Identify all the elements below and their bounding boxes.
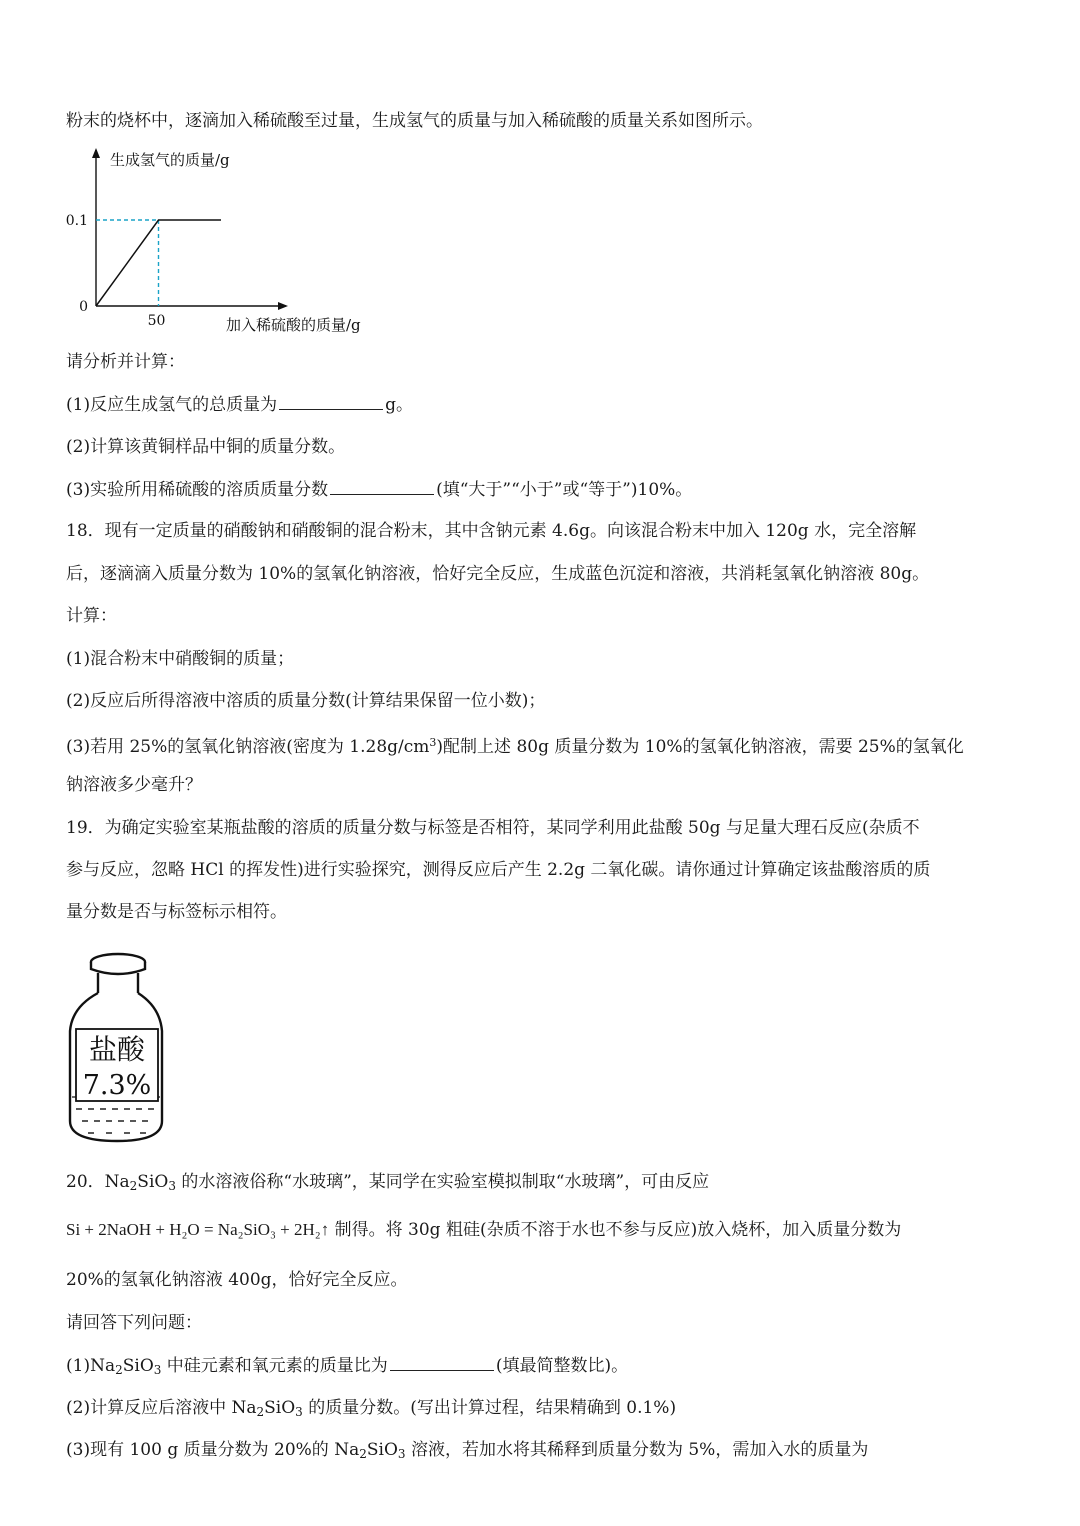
x-axis-arrow [278, 302, 288, 310]
q20-2-e: 的质量分数。(写出计算过程，结果精确到 0.1%) [302, 1398, 677, 1418]
question-18-line: 后，逐滴滴入质量分数为 10%的氢氧化钠溶液，恰好完全反应，生成蓝色沉淀和溶液，共消耗氢氧化钠溶液 80g。 [66, 564, 930, 584]
question-19-line: 19．为确定实验室某瓶盐酸的溶质的质量分数与标签是否相符，某同学利用此盐酸 50g 与足量大理石反应(杂质不 [66, 818, 920, 838]
subscript: 2 [129, 1179, 138, 1193]
bottle-label-name: 盐酸 [88, 1033, 146, 1066]
question-20-2 [66, 1396, 676, 1424]
question-18-2: (2)反应后所得溶液中溶质的质量分数(计算结果保留一位小数)； [66, 691, 546, 711]
origin-label: 0 [79, 299, 88, 315]
question-20-line [66, 1170, 709, 1198]
answer-blank[interactable] [330, 477, 434, 495]
question-19-line: 参与反应，忽略 HCl 的挥发性)进行实验探究，测得反应后产生 2.2g 二氧化碳。请你通过计算确定该盐酸溶质的质 [66, 860, 931, 880]
question-20-line: 请回答下列问题： [66, 1313, 202, 1333]
question-17-1 [66, 392, 413, 417]
answer-blank[interactable] [390, 1353, 494, 1371]
superscript: 3 [429, 736, 437, 749]
text-line: 粉末的烧杯中，逐滴加入稀硫酸至过量，生成氢气的质量与加入稀硫酸的质量关系如图所示。 [66, 111, 763, 131]
question-20-line: 20%的氢氧化钠溶液 400g，恰好完全反应。 [66, 1270, 408, 1290]
subscript: 2 [115, 1363, 123, 1377]
subscript: 3 [397, 1447, 406, 1461]
q17-3-text: (3)实验所用稀硫酸的溶质质量分数 [66, 480, 329, 500]
q20-text: 制得。将 30g 粗硅(杂质不溶于水也不参与反应)放入烧杯，加入质量分数为 [329, 1220, 902, 1240]
x-tick-label: 50 [147, 313, 166, 329]
q20-3-a: (3)现有 100 g 质量分数为 20%的 Na [66, 1440, 360, 1460]
q20-c: SiO [137, 1172, 169, 1192]
question-19-line: 量分数是否与标签标示相符。 [66, 902, 287, 922]
q20-1-f: (填最简整数比)。 [495, 1356, 629, 1376]
question-17-3 [66, 477, 692, 502]
subscript: 2 [359, 1447, 367, 1461]
question-20-line [66, 1218, 901, 1242]
q20-1-e: 中硅元素和氧元素的质量比为 [161, 1356, 388, 1376]
q20-3-c: SiO [366, 1440, 398, 1460]
hydrochloric-acid-bottle [62, 945, 172, 1145]
question-17-2: (2)计算该黄铜样品中铜的质量分数。 [66, 437, 346, 457]
bottle-label-concentration: 7.3% [82, 1070, 152, 1101]
subscript: 3 [295, 1405, 303, 1419]
q20-2-c: SiO [264, 1398, 296, 1418]
question-18-line: 计算： [66, 606, 117, 626]
q20-e: 的水溶液俗称“水玻璃”，某同学在实验室模拟制取“水玻璃”，可由反应 [175, 1172, 710, 1192]
subscript: 2 [256, 1405, 265, 1419]
q17-1-unit: g。 [385, 395, 413, 415]
question-20-1 [66, 1353, 628, 1382]
question-18-3 [66, 731, 964, 759]
q17-1-text: (1)反应生成氢气的总质量为 [66, 395, 278, 415]
q20-3-e: 溶液，若加水将其稀释到质量分数为 5%，需加入水的质量为 [405, 1440, 869, 1460]
y-tick-label: 0.1 [65, 213, 88, 229]
q20-a: 20．Na [66, 1172, 130, 1192]
answer-blank[interactable] [279, 392, 383, 410]
y-axis-label: 生成氢气的质量/g [110, 151, 230, 169]
q20-1-a: (1)Na [66, 1356, 116, 1376]
x-axis-label: 加入稀硫酸的质量/g [226, 316, 361, 334]
q18-3-text-a: (3)若用 25%的氢氧化钠溶液(密度为 1.28g/cm [66, 737, 430, 757]
question-18-line: 18．现有一定质量的硝酸钠和硝酸铜的混合粉末，其中含钠元素 4.6g。向该混合粉末中加入 120g 水，完全溶解 [66, 521, 917, 541]
subscript: 3 [168, 1179, 176, 1193]
y-axis-arrow [92, 148, 100, 158]
subscript: 3 [153, 1363, 162, 1377]
question-18-line: 钠溶液多少毫升？ [66, 775, 202, 795]
hydrogen-mass-chart [60, 140, 400, 340]
q18-3-text-b: )配制上述 80g 质量分数为 10%的氢氧化钠溶液，需要 25%的氢氧化 [436, 737, 964, 757]
question-20-3 [66, 1438, 868, 1466]
chemical-equation: Si + 2NaOH + H₂O = Na₂SiO₃ + 2H₂↑ [66, 1220, 330, 1239]
question-18-1: (1)混合粉末中硝酸铜的质量； [66, 649, 295, 669]
q20-1-c: SiO [122, 1356, 154, 1376]
text-line: 请分析并计算： [66, 352, 185, 372]
q20-2-a: (2)计算反应后溶液中 Na [66, 1398, 257, 1418]
q17-3-hint: (填“大于”“小于”或“等于”)10%。 [436, 480, 693, 500]
